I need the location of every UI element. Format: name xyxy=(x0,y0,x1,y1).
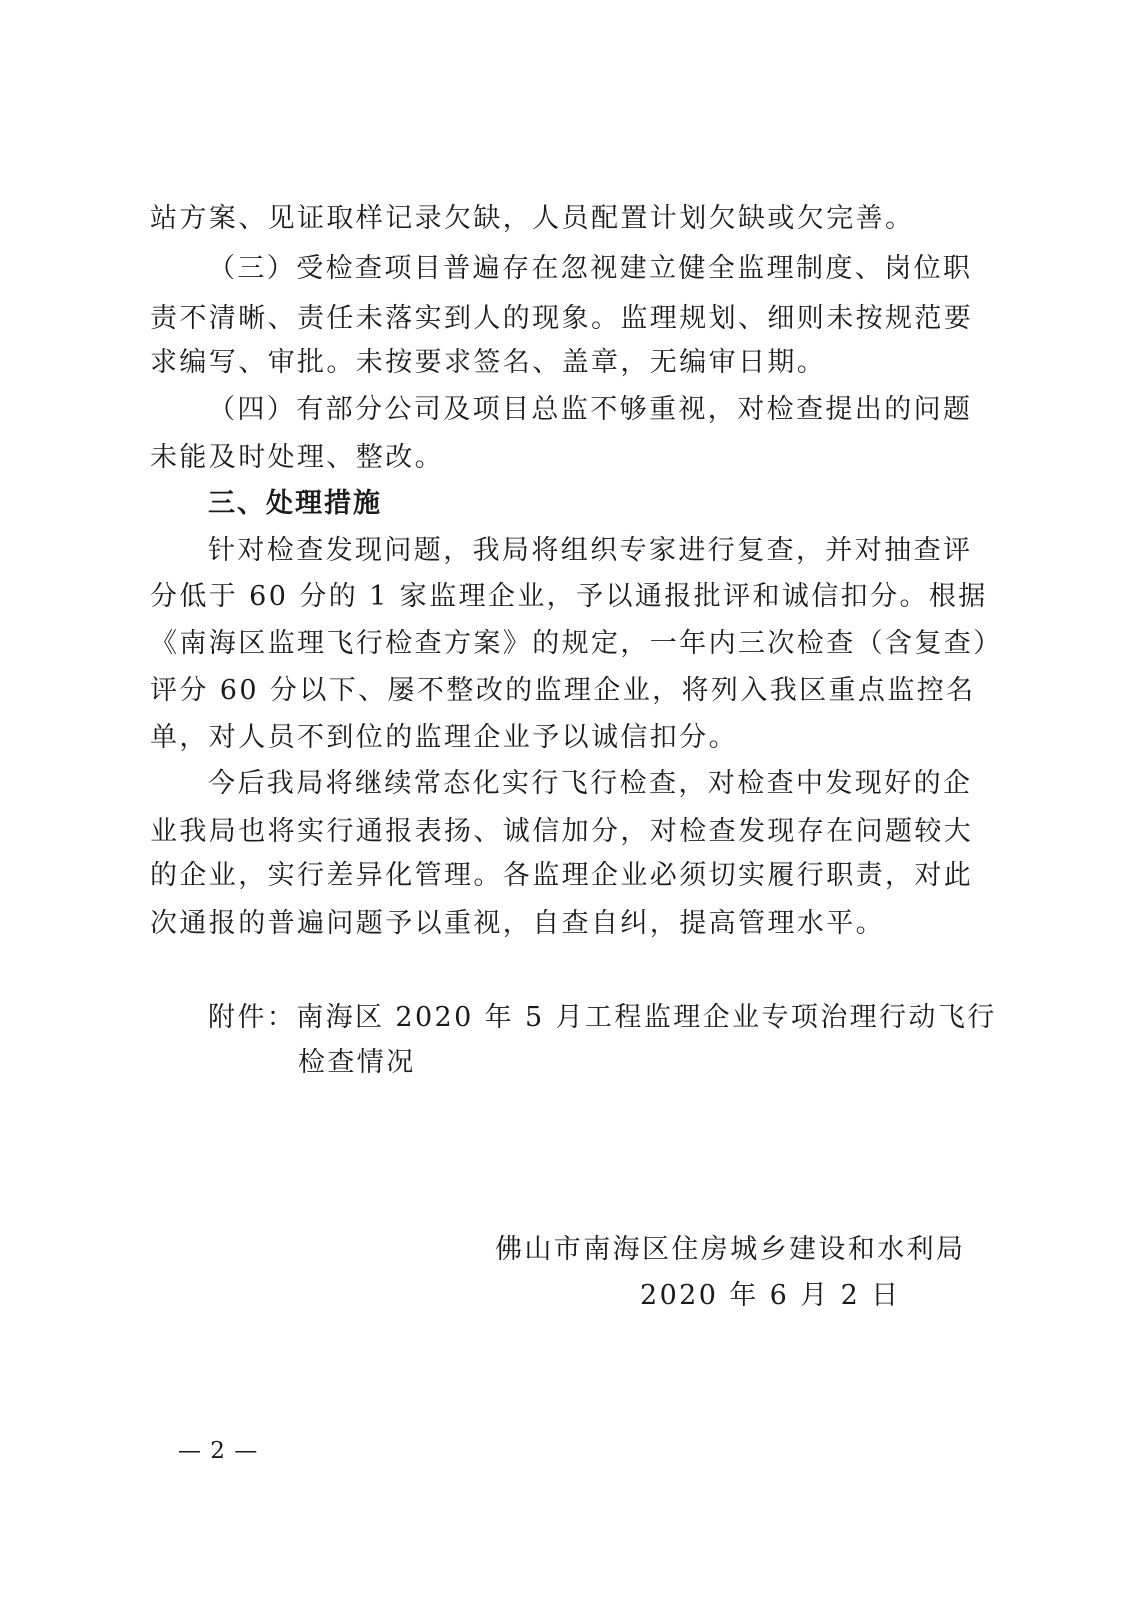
body-line: 分低于 60 分的 1 家监理企业，予以通报批评和诚信扣分。根据 xyxy=(150,581,988,612)
body-line: 业我局也将实行通报表扬、诚信加分，对检查发现存在问题较大 xyxy=(150,816,974,847)
signature-organization: 佛山市南海区住房城乡建设和水利局 xyxy=(495,1234,966,1265)
section-heading: 三、处理措施 xyxy=(208,488,382,519)
body-line: 求编写、审批。未按要求签名、盖章，无编审日期。 xyxy=(150,347,827,378)
body-line: 次通报的普遍问题予以重视，自查自纠，提高管理水平。 xyxy=(150,908,885,939)
body-line: 《南海区监理飞行检查方案》的规定，一年内三次检查（含复查） xyxy=(150,628,1003,659)
body-line: 责不清晰、责任未落实到人的现象。监理规划、细则未按规范要 xyxy=(150,303,974,334)
body-line: 未能及时处理、整改。 xyxy=(150,442,444,473)
body-line: （三）受检查项目普遍存在忽视建立健全监理制度、岗位职 xyxy=(208,253,973,284)
page-number: — 2 — xyxy=(178,1438,259,1464)
signature-date: 2020 年 6 月 2 日 xyxy=(640,1280,901,1311)
body-line: 的企业，实行差异化管理。各监理企业必须切实履行职责，对此 xyxy=(150,860,974,891)
body-line: 站方案、见证取样记录欠缺，人员配置计划欠缺或欠完善。 xyxy=(150,203,915,234)
body-line: 单，对人员不到位的监理企业予以诚信扣分。 xyxy=(150,722,738,753)
attachment-line: 检查情况 xyxy=(298,1047,416,1078)
body-line: 针对检查发现问题，我局将组织专家进行复查，并对抽查评 xyxy=(208,535,973,566)
body-line: 评分 60 分以下、屡不整改的监理企业，将列入我区重点监控名 xyxy=(150,675,976,706)
body-line: （四）有部分公司及项目总监不够重视，对检查提出的问题 xyxy=(208,394,973,425)
attachment-line: 附件：南海区 2020 年 5 月工程监理企业专项治理行动飞行 xyxy=(208,1002,997,1033)
body-line: 今后我局将继续常态化实行飞行检查，对检查中发现好的企 xyxy=(208,768,973,799)
